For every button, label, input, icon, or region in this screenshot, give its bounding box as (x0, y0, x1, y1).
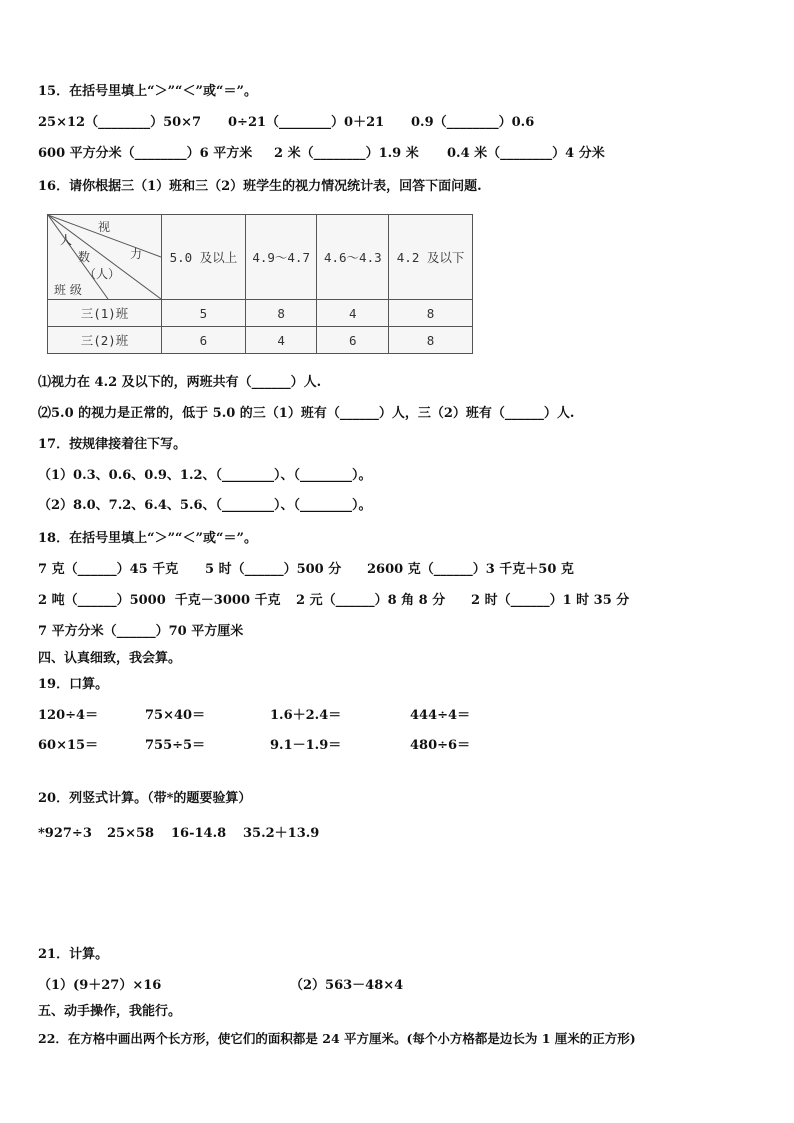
q15-item-6: 0.4 米（________）4 分米 (447, 146, 605, 161)
q15-item-2: 0÷21（________）0＋21 (228, 115, 385, 130)
q19-item: 1.6＋2.4＝ (270, 708, 342, 723)
vision-stats-table (47, 214, 473, 354)
diag-label-ban: 班 级 (54, 283, 82, 297)
table-cell: 6 (317, 327, 389, 354)
q20-item: 35.2＋13.9 (243, 826, 320, 841)
q19-item: 75×40＝ (145, 708, 206, 723)
q19-item: 755÷5＝ (145, 738, 206, 753)
q19-item: 444÷4＝ (410, 708, 471, 723)
q19-item: 9.1－1.9＝ (270, 738, 342, 753)
q18-item-4: 2 吨（______）5000 千克－3000 千克 (38, 593, 281, 608)
q20-item: *927÷3 (38, 826, 92, 841)
q16-sub1: ⑴视力在 4.2 及以下的，两班共有（______）人. (38, 375, 322, 390)
q20-item: 25×58 (107, 826, 155, 841)
table-cell: 5 (162, 300, 246, 327)
q17-title: 17．按规律接着往下写。 (38, 437, 187, 452)
q21-title: 21．计算。 (38, 947, 109, 962)
column-header: 4.2 及以下 (389, 215, 473, 300)
column-header: 4.6～4.3 (317, 215, 389, 300)
section-5-heading: 五、动手操作，我能行。 (38, 1004, 182, 1019)
diag-label-ren: 人 (60, 233, 73, 247)
q22-title: 22．在方格中画出两个长方形，使它们的面积都是 24 平方厘米。(每个小方格都是边长为 1 厘米的正方形) (38, 1031, 636, 1046)
q18-item-1: 7 克（______）45 千克 (38, 562, 179, 577)
q18-item-5: 2 元（______）8 角 8 分 (296, 593, 446, 608)
diag-label-li: 力 (130, 247, 143, 261)
table-cell: 8 (389, 327, 473, 354)
q19-item: 480÷6＝ (410, 738, 471, 753)
table-cell: 8 (389, 300, 473, 327)
table-cell: 4 (245, 327, 317, 354)
q18-title: 18．在括号里填上“＞”“＜”或“＝”。 (38, 531, 257, 546)
table-row (48, 300, 473, 327)
q15-item-3: 0.9（________）0.6 (411, 115, 535, 130)
table-cell: 8 (245, 300, 317, 327)
column-header: 5.0 及以上 (162, 215, 246, 300)
q18-item-3: 2600 克（______）3 千克＋50 克 (367, 562, 574, 577)
q18-item-2: 5 时（______）500 分 (205, 562, 342, 577)
table-cell: 4 (317, 300, 389, 327)
q18-item-7: 7 平方分米（______）70 平方厘米 (38, 624, 244, 639)
q15-item-5: 2 米（________）1.9 米 (274, 146, 419, 161)
q15-title: 15．在括号里填上“＞”“＜”或“＝”。 (38, 84, 257, 99)
q21-item: （2）563－48×4 (290, 978, 404, 993)
q16-title: 16．请你根据三（1）班和三（2）班学生的视力情况统计表，回答下面问题. (38, 179, 482, 194)
column-header: 4.9～4.7 (245, 215, 317, 300)
section-4-heading: 四、认真细致，我会算。 (38, 651, 182, 666)
q18-item-6: 2 时（______）1 时 35 分 (471, 593, 630, 608)
q20-title: 20．列竖式计算。（带*的题要验算） (38, 791, 252, 806)
diag-label-unit: （人） (84, 267, 121, 281)
q19-item: 60×15＝ (38, 738, 99, 753)
q19-item: 120÷4＝ (38, 708, 99, 723)
q17-line2: （2）8.0、7.2、6.4、5.6、（________）、（________）。 (38, 498, 372, 513)
q17-line1: （1）0.3、0.6、0.9、1.2、（________）、（________）。 (38, 468, 372, 483)
q16-sub2: ⑵5.0 的视力是正常的，低于 5.0 的三（1）班有（______）人，三（2）班有（______）人. (38, 406, 575, 421)
table-cell: 6 (162, 327, 246, 354)
q20-item: 16-14.8 (171, 826, 227, 841)
q19-title: 19．口算。 (38, 677, 109, 692)
row-label: 三(1)班 (48, 300, 162, 327)
q15-item-4: 600 平方分米（________）6 平方米 (38, 146, 253, 161)
table-row (48, 327, 473, 354)
diag-label-shi: 视 (98, 220, 111, 234)
q15-item-1: 25×12（________）50×7 (38, 115, 202, 130)
q21-item: （1）(9＋27）×16 (38, 978, 162, 993)
diag-label-shu: 数 (78, 250, 91, 264)
row-label: 三(2)班 (48, 327, 162, 354)
table-diagonal-header (48, 215, 162, 300)
